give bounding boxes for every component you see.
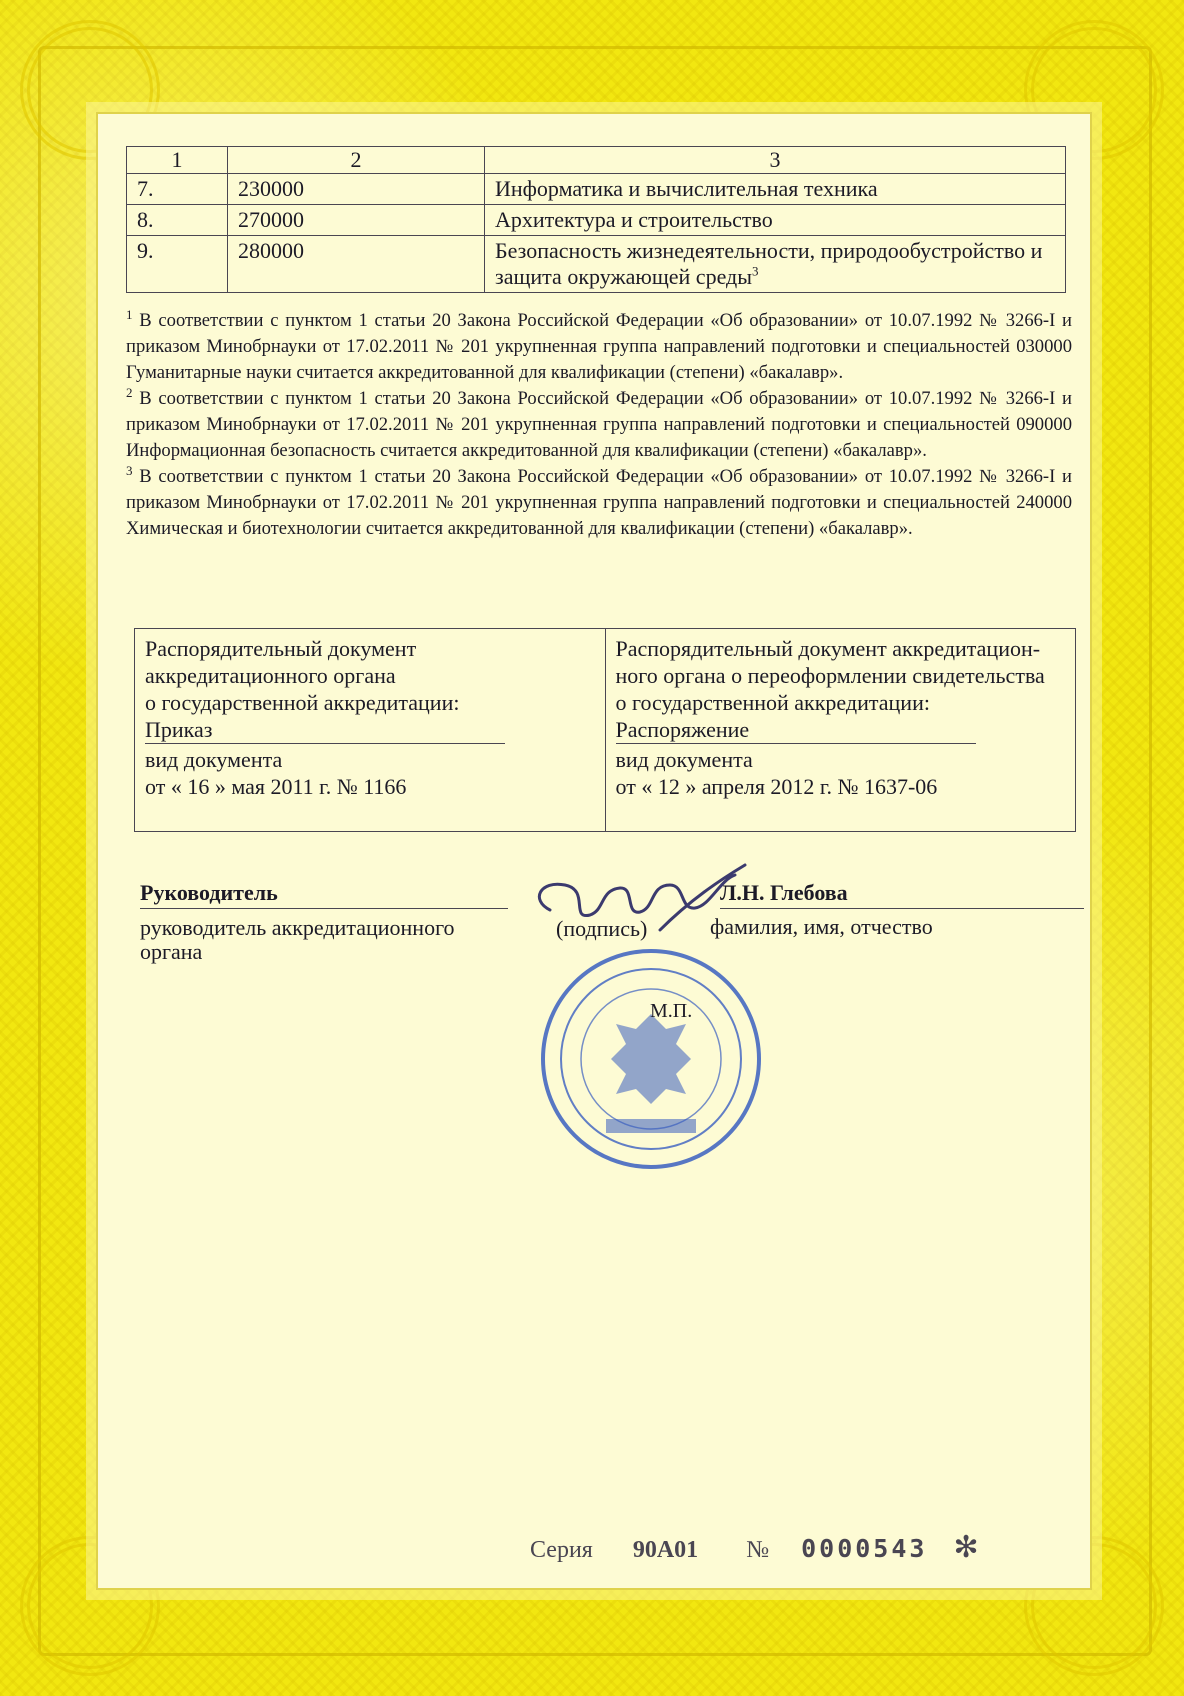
star-mark: ✻	[953, 1531, 979, 1564]
table-row	[127, 205, 1066, 236]
row-number: 9.	[127, 236, 228, 293]
series-number	[530, 1530, 1050, 1565]
official-stamp	[536, 944, 766, 1174]
table-row	[127, 174, 1066, 205]
decree-heading: о государственной аккредитации:	[615, 690, 930, 715]
signatory-role: руководитель аккредитационного органа	[140, 915, 455, 964]
decree-heading: аккредитационного органа	[145, 663, 396, 688]
decree-heading: Распорядительный документ	[145, 636, 417, 661]
series-value: 90А01	[632, 1537, 699, 1563]
row-name-cell	[485, 236, 1066, 293]
footnote-mark: 2	[126, 384, 133, 400]
decree-date: от « 16 » мая 2011 г. № 1166	[145, 774, 407, 799]
row-name: Безопасность жизнедеятельности, природообустройство и защита окружающей среды	[495, 238, 1043, 289]
decree-kind-label: вид документа	[145, 747, 283, 772]
footnote-mark: 1	[126, 306, 133, 322]
certificate-number: 0000543	[801, 1534, 928, 1563]
decree-kind: Распоряжение	[616, 716, 976, 744]
decree-box	[134, 628, 1076, 832]
signatory-title: Руководитель	[140, 880, 508, 909]
table-header-cell: 3	[485, 147, 1066, 174]
footnote-text: В соответствии с пунктом 1 статьи 20 Закона Российской Федерации «Об образовании» от 10.07.1992 № 3266-I и приказом Минобрнауки от 17.02.2011 № 201 укрупненная группа направлений подготовки и специальностей 030000 Гуманитарные науки считается аккредитованной для квалификации (степени) «бакалавр».	[126, 310, 1072, 383]
footnote	[126, 308, 1072, 386]
table-header-row	[127, 147, 1066, 174]
decree-reissue	[605, 629, 1076, 831]
row-code: 270000	[228, 205, 485, 236]
footnotes	[126, 308, 1072, 542]
decree-date: от « 12 » апреля 2012 г. № 1637-06	[615, 774, 938, 799]
row-number: 8.	[127, 205, 228, 236]
name-label: фамилия, имя, отчество	[710, 914, 933, 939]
row-code: 280000	[228, 236, 485, 293]
series-label: Серия	[530, 1537, 593, 1563]
footnote-ref: 3	[752, 263, 759, 279]
decree-heading: ного органа о переоформлении свидетельства	[615, 663, 1045, 688]
decree-heading: о государственной аккредитации:	[145, 690, 460, 715]
footnote-mark: 3	[126, 462, 133, 478]
footnote	[126, 386, 1072, 464]
table-header-cell: 2	[228, 147, 485, 174]
signatory-name: Л.Н. Глебова	[720, 880, 1084, 909]
row-name: Архитектура и строительство	[485, 205, 1066, 236]
decree-heading: Распорядительный документ аккредитацион-	[615, 636, 1041, 661]
stamp-place-label: М.П.	[650, 1000, 693, 1022]
handwritten-signature	[520, 860, 760, 950]
table-header-cell: 1	[127, 147, 228, 174]
table-row	[127, 236, 1066, 293]
decree-kind: Приказ	[145, 716, 505, 744]
footnote-text: В соответствии с пунктом 1 статьи 20 Закона Российской Федерации «Об образовании» от 10.07.1992 № 3266-I и приказом Минобрнауки от 17.02.2011 № 201 укрупненная группа направлений подготовки и специальностей 240000 Химическая и биотехнологии считается аккредитованной для квалификации (степени) «бакалавр».	[126, 466, 1072, 539]
specialty-table	[126, 146, 1066, 293]
row-name: Информатика и вычислительная техника	[485, 174, 1066, 205]
decree-kind-label: вид документа	[615, 747, 753, 772]
row-number: 7.	[127, 174, 228, 205]
row-code: 230000	[228, 174, 485, 205]
decree-accreditation	[135, 629, 605, 831]
number-label: №	[746, 1537, 770, 1563]
footnote-text: В соответствии с пунктом 1 статьи 20 Закона Российской Федерации «Об образовании» от 10.07.1992 № 3266-I и приказом Минобрнауки от 17.02.2011 № 201 укрупненная группа направлений подготовки и специальностей 090000 Информационная безопасность считается аккредитованной для квалификации (степени) «бакалавр».	[126, 388, 1072, 461]
footnote	[126, 464, 1072, 542]
signature-label: (подпись)	[556, 916, 648, 941]
